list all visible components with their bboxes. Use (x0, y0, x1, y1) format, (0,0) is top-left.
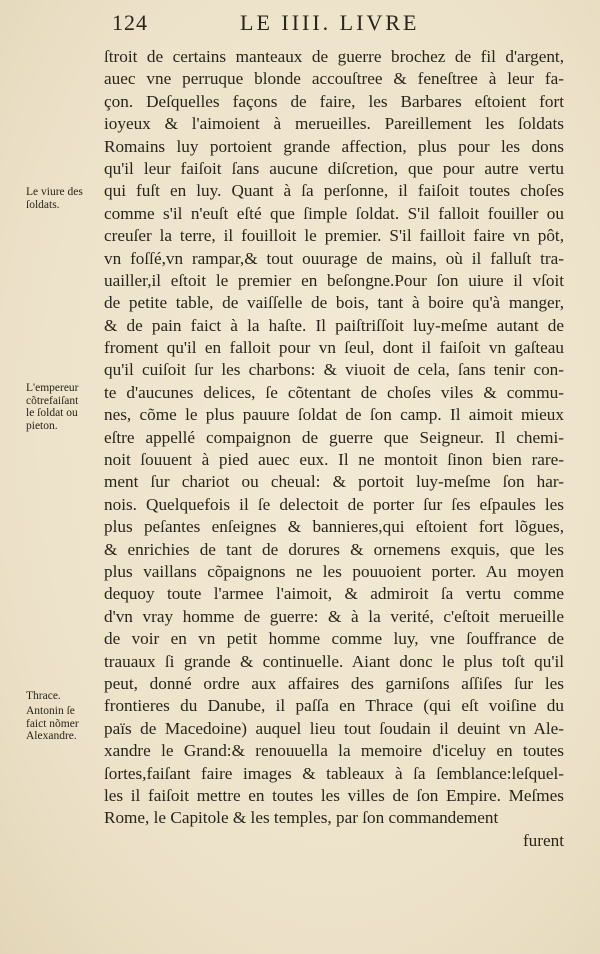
margin-note (26, 690, 102, 703)
text-line: nois. Quelquefois il ſe delectoit de porter ſur ſes eſpaules les (104, 494, 564, 514)
text-line: les il faiſoit mettre en toutes les villes de ſon Empire. Meſmes (104, 785, 564, 805)
text-line: trauaux ſi grande & continuelle. Aiant donc le plus toſt qu'il (104, 651, 564, 671)
margin-note-line: Thrace. (26, 690, 61, 702)
text-line: d'vn vray homme de guerre: & à la verité, c'eſtoit merueille (104, 606, 564, 626)
margin-note-line: cõtrefaiſant (26, 394, 79, 407)
text-line: peut, donné ordre aux affaires des garniſons aſſiſes ſur les (104, 673, 564, 693)
margin-note (26, 382, 102, 432)
text-line: qui fuſt en luy. Quant à ſa perſonne, il faiſoit toutes choſes (104, 181, 564, 201)
text-line: Rome, le Capitole & les temples, par ſon commandement (104, 808, 499, 828)
margin-note (26, 186, 102, 211)
text-line: auec vne perruque blonde accouſtree & feneſtree à leur fa- (104, 69, 564, 89)
margin-note-line: pieton. (26, 419, 58, 432)
text-line: qu'il cuiſoit ſur les charbons: & viuoit de cela, ſans tenir con- (104, 360, 564, 380)
text-line: plus vaillans cõpaignons ne les pouuoient porter. Au moyen (104, 561, 564, 581)
text-line: ment ſur chariot ou cheual: & portoit luy-meſme ſon har- (104, 472, 564, 492)
text-line: froment qu'il en falloit pour vn ſeul, dont il faiſoit vn gaſteau (104, 338, 564, 358)
margin-note-line: Le viure des (26, 186, 83, 198)
text-line: plus peſantes enſeignes & bannieres,qui eſtoient fort lõgues, (104, 517, 564, 537)
page-number: 124 (112, 10, 148, 35)
catchword: furent (522, 830, 564, 850)
text-line: uailler,il eſtoit le premier en beſongne.Pour ſon uiure il vſoit (104, 270, 564, 290)
margin-note-line: Antonin ſe (26, 705, 75, 717)
text-line: creuſer la terre, il fouilloit le premier. S'il failloit faire vn pôt, (104, 226, 564, 246)
text-line: & de pain faict à la haſte. Il paiſtriſſoit luy-meſme autant de (104, 315, 564, 335)
margin-note (26, 705, 102, 743)
text-line: qu'il leur faiſoit ſans aucune diſcretion, que pour autre vertu (104, 158, 564, 178)
text-line: xandre le Grand:& renouuella la memoire d'iceluy en toutes (104, 741, 564, 761)
running-head: LE IIII. LIVRE (240, 10, 420, 35)
margin-note-line: le ſoldat ou (26, 407, 78, 419)
text-line: ſtroit de certains manteaux de guerre brochez de fil d'argent, (104, 47, 564, 66)
text-line: te d'aucunes delices, ſe cõtentant de choſes viles & commu- (104, 382, 564, 402)
margin-note-line: L'empereur (26, 382, 79, 394)
main-text-block (104, 46, 564, 852)
text-line: vn foſſé,vn rampar,& tout ouurage de mains, où il falluſt tra- (104, 248, 564, 268)
text-line: dequoy toute l'armee l'aimoit, & admiroit ſa vertu comme (104, 584, 564, 604)
margin-note-line: Alexandre. (26, 730, 77, 742)
text-line: de voir en vn petit homme comme luy, vne ſouffrance de (104, 629, 564, 649)
margin-note-line: faict nõmer (26, 717, 79, 730)
text-line: çon. Deſquelles façons de faire, les Barbares eſtoient fort (104, 91, 564, 111)
text-line: comme s'il n'euſt eſté que ſimple ſoldat. S'il falloit fouiller ou (104, 203, 564, 223)
text-line: frontieres du Danube, il paſſa en Thrace (qui eſt voiſine du (104, 696, 564, 716)
text-line: eſtre appellé compaignon de guerre que Seigneur. Il chemi- (104, 427, 564, 447)
text-line: ioyeux & l'aimoient à merueilles. Pareillement les ſoldats (104, 114, 564, 134)
text-line: noit ſouuent à pied auec eux. Il ne montoit ſinon bien rare- (104, 450, 564, 470)
text-line: de petite table, de vaiſſelle de bois, tant à boire qu'à manger, (104, 293, 564, 313)
text-line: païs de Macedoine) auquel lieu tout ſoudain il deuint vn Ale- (104, 718, 564, 738)
text-line: Romains luy portoient grande affection, plus pour les dons (104, 136, 564, 156)
text-line: ſortes,faiſant faire images & tableaux à ſa ſemblance:leſquel- (104, 763, 564, 783)
margin-note-line: ſoldats. (26, 198, 60, 211)
margin-notes (0, 0, 100, 954)
text-line: nes, cõme le plus pauure ſoldat de ſon camp. Il aimoit mieux (104, 405, 564, 425)
text-line: & enrichies de tant de dorures & ornemens exquis, que les (104, 539, 564, 559)
